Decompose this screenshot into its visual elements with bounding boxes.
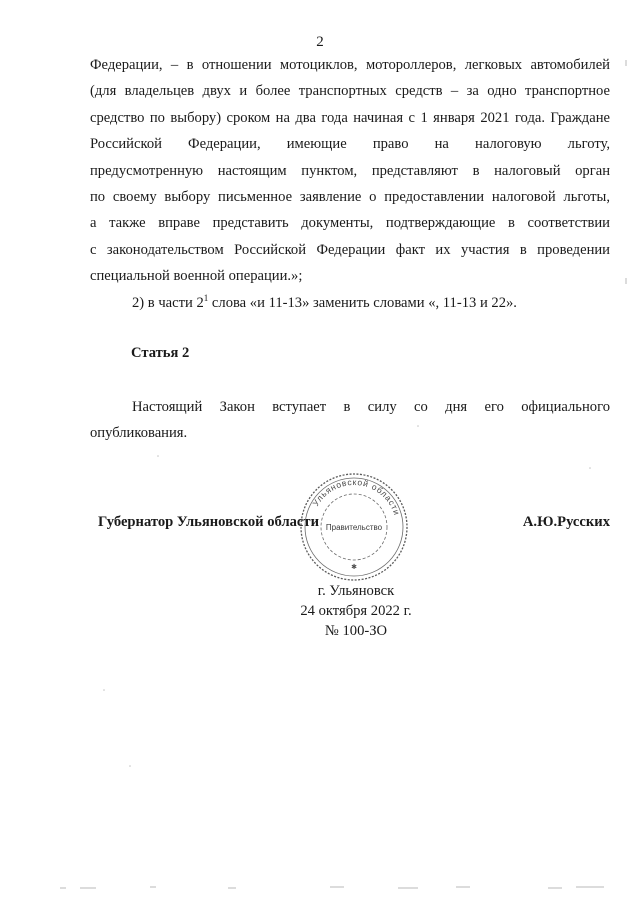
seal-center-text: Правительство — [325, 523, 383, 532]
paragraph-line: а также вправе представить документы, подтверждающие в соответствии — [90, 215, 610, 232]
law-number: № 100-ЗО — [324, 623, 388, 639]
amendment-text — [90, 52, 610, 316]
paragraph-line: Федерации, – в отношении мотоциклов, мотороллеров, легковых автомобилей — [90, 57, 610, 73]
article-text — [90, 394, 610, 447]
paragraph-line: с законодательством Российской Федерации факт их участия в проведении — [90, 241, 610, 258]
superscript-index: 1 — [203, 292, 209, 303]
paragraph-line: предусмотренную настоящим пунктом, представляют в налоговый орган — [90, 162, 610, 179]
paragraph-line: Российской Федерации, имеющие право на налоговую льготу, — [90, 136, 610, 153]
article-text-line: Настоящий Закон вступает в силу со дня его официального — [132, 399, 610, 415]
page-number: 2 — [316, 34, 324, 50]
official-seal-stamp — [298, 471, 410, 583]
amendment-item-2-before: 2) в части 2 — [132, 294, 204, 311]
signatory-name: А.Ю.Русских — [522, 514, 610, 530]
amendment-item-2 — [90, 290, 610, 316]
city: г. Ульяновск — [317, 583, 395, 599]
adoption-date: 24 октября 2022 г. — [300, 603, 412, 619]
amendment-item-2-after: слова «и 11-13» заменить словами «, 11-13 и 22». — [208, 294, 517, 311]
article-text-line: опубликования. — [90, 425, 188, 442]
paragraph-line: по своему выбору письменное заявление о предоставлении налоговой льготы, — [90, 189, 610, 206]
seal-star-icon: ✱ — [351, 563, 357, 571]
article-heading: Статья 2 — [131, 345, 190, 361]
seal-ring-text: Ульяновской области — [310, 476, 403, 517]
paragraph-line: специальной военной операции.»; — [90, 268, 303, 285]
place-date-block — [0, 581, 640, 641]
paragraph-line: (для владельцев двух и более транспортных средств – за одно транспортное — [90, 83, 610, 100]
paragraph-line: средство по выбору) сроком на два года начиная с 1 января 2021 года. Граждане — [90, 109, 610, 126]
signatory-title: Губернатор Ульяновской области — [98, 514, 319, 530]
